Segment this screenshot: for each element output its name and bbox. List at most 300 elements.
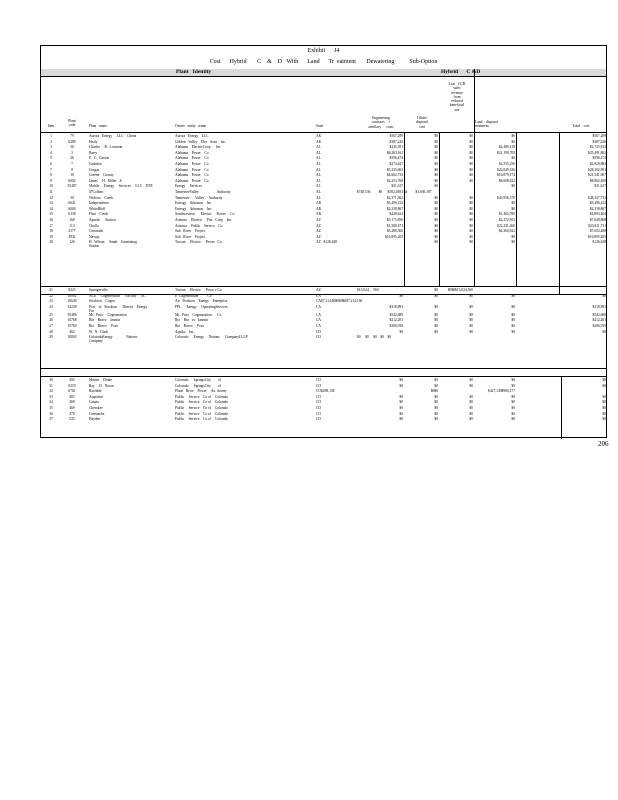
table-cell-item: 24	[49, 304, 53, 309]
table-cell-eng: $31,617	[391, 184, 403, 189]
table-cell-code: 10768	[67, 318, 77, 323]
table-cell-name: Mt. Poso Cogeneration	[89, 312, 127, 317]
table-cell-eng: $2,371,362	[386, 195, 403, 200]
table-cell-eng: $0	[399, 394, 403, 399]
table-cell-name: ACE Cogeneration Facility AC	[89, 293, 146, 298]
table-cell-owner: Public Service Co of Colorado	[175, 394, 229, 399]
table-cell-eng: $245,391	[389, 145, 403, 150]
table-cell-total: $2,338,867	[589, 206, 606, 211]
table-cell-name: Martin Drake	[89, 378, 113, 382]
table-cell-land: $2,472,952	[498, 218, 515, 222]
table-cell-name: Port of Stockton District Energy Fac	[89, 304, 148, 313]
table-cell-item: 28	[49, 329, 53, 334]
table-cell-land: $2,555,256	[498, 162, 515, 166]
table-cell-item: 35	[49, 406, 53, 410]
table-cell-off: $0	[434, 394, 438, 399]
table-cell-total: $28,102,991	[588, 167, 606, 172]
exhibit-table	[40, 45, 607, 438]
table-cell-item: 32	[49, 389, 53, 394]
table-cell-land: $0	[511, 240, 515, 245]
table-cell-eng: $0	[399, 293, 403, 298]
table-cell-total: $0	[602, 378, 606, 382]
table-cell-off: $0	[434, 201, 438, 206]
table-cell-code: 10640	[67, 299, 77, 304]
header-offsite: Offsite disposal cost	[416, 116, 428, 129]
table-cell-land: $0	[511, 411, 515, 416]
table-cell-code: 4177	[68, 229, 76, 234]
table-cell-item: 13	[49, 201, 53, 206]
table-cell-item: 9	[50, 178, 52, 183]
table-cell-land: $6,608,632	[498, 178, 515, 183]
table-cell-name: Mobile Energy Services LLC DTE	[89, 184, 153, 189]
table-cell-name: Springerville	[89, 288, 108, 292]
table-cell-state: AL	[316, 184, 321, 189]
table-cell-eng: $5,175,856	[386, 218, 403, 222]
table-cell-lost: $0	[469, 150, 473, 155]
table-cell-owner: Aurora Energy LLC	[175, 134, 209, 138]
table-cell-item: 36	[49, 411, 53, 416]
table-cell-item: 4	[50, 150, 52, 155]
table-cell-item: 23	[49, 299, 53, 304]
table-cell-item: 21	[49, 288, 53, 292]
table-cell-name: Widows Creek	[89, 195, 114, 200]
table-cell-off: $0	[434, 223, 438, 228]
table-cell-total: $0	[602, 417, 606, 422]
table-cell-land: $0	[511, 304, 515, 309]
table-cell-lost: $0	[469, 406, 473, 410]
table-cell-owner: Aquila, Inc.	[175, 329, 195, 334]
table-cell-total: $0	[602, 329, 606, 334]
table-cell-name: Independence	[89, 201, 109, 206]
table-cell-eng: $5,235,665	[386, 167, 403, 172]
table-cell-name: Rio Bravo Jasmin	[89, 318, 121, 323]
table-cell-state: AL	[316, 178, 321, 183]
table-cell-eng: $0	[399, 329, 403, 334]
table-cell-off: $0	[434, 417, 438, 422]
group-label-hybrid: Hybrid C &D	[441, 69, 481, 75]
table-cell-eng: $0	[399, 378, 403, 382]
table-cell-eng: $2,253,768	[386, 178, 403, 183]
table-cell-name: Barry	[89, 150, 98, 155]
table-cell-lost: $0	[469, 378, 473, 382]
table-cell-name: Gorgas	[89, 167, 100, 172]
table-cell-lost: $0	[469, 134, 473, 138]
table-cell-code: 10	[70, 173, 74, 178]
exhibit-subtitle: Cost Hybrid C & D With Land Tr eatment Dewatering Sub-Option	[209, 59, 438, 65]
table-cell-name: Charles R. Lowman	[89, 145, 123, 150]
table-cell-item: 27	[49, 324, 53, 328]
table-cell-state: AZ	[316, 229, 321, 234]
table-cell-code: 126	[69, 240, 75, 245]
table-cell-land: $0	[511, 400, 515, 405]
table-cell-item: 37	[49, 417, 53, 422]
table-cell-owner: Alabama Power Co	[175, 162, 209, 166]
table-cell-code: 113	[69, 223, 75, 228]
table-cell-state: AZ	[316, 218, 321, 222]
table-cell-name: E. C. Gaston	[89, 156, 110, 161]
table-cell-land: $0	[511, 139, 515, 144]
table-cell-land: $0	[511, 329, 515, 334]
table-cell-code: 55487	[67, 184, 77, 189]
table-cell-state: CO	[316, 417, 321, 422]
table-cell-owner: PPL Energy OperatingServices	[175, 304, 228, 309]
table-cell-off: $0	[434, 195, 438, 200]
table-cell-state: AK	[316, 134, 322, 138]
table-cell-code: 462	[69, 329, 75, 334]
table-cell-name: W. N. Clark	[89, 329, 109, 334]
table-cell-owner: Tucson Electric Powe r Co	[175, 288, 222, 292]
table-cell-item: 3	[50, 145, 52, 150]
table-cell-eng: $3,496,232	[386, 201, 403, 206]
table-cell-total: $7,648,808	[589, 218, 606, 222]
table-cell-lost: $0	[469, 178, 473, 183]
table-cell-total: $23,811,731	[588, 223, 606, 228]
table-cell-owner: Arizona Electric Pwr Coop Inc	[175, 218, 232, 222]
table-cell-eng: $428,624	[389, 212, 403, 217]
table-cell-owner: Golden Valley Elec Assn Inc	[175, 139, 226, 144]
table-cell-code: 465	[69, 394, 75, 399]
table-cell-eng: $4,662,733	[386, 173, 403, 178]
table-cell-name: Arapahoe	[89, 394, 103, 399]
table-cell-off: $0	[434, 206, 438, 211]
table-cell-eng: $3,288,566	[386, 229, 403, 234]
table-cell-eng: $274,627	[389, 162, 403, 166]
table-cell-owner: Colorado Energy Nations CompanyLLLP	[175, 335, 248, 340]
table-cell-name: Healy	[89, 139, 98, 144]
table-cell-name: Coronado	[89, 229, 104, 234]
table-cell-owner: Entergy Arkansas Inc	[175, 201, 212, 206]
table-cell-code: 26	[70, 156, 74, 161]
table-cell-total: $318,893	[592, 304, 606, 309]
table-cell-name: Stockton Cogen	[89, 299, 115, 304]
table-cell-lost: $0	[469, 329, 473, 334]
group-label-plant-identity: Plant Identity	[176, 69, 212, 75]
table-cell-land: $4,360,922	[498, 229, 515, 234]
rule	[41, 286, 606, 287]
table-cell-state: CO	[316, 394, 321, 399]
table-cell-state: AZ	[316, 288, 321, 292]
table-cell-total: $596,474	[592, 156, 606, 161]
table-cell-state: AR	[316, 212, 321, 217]
table-cell-total: $8,862,400	[589, 178, 606, 183]
table-cell-item: 19	[49, 234, 53, 239]
table-cell-off: $0	[434, 212, 438, 217]
table-cell-owner: Alabama ElectricCoop Inc	[175, 145, 221, 150]
table-cell-code: 4941	[68, 234, 76, 239]
table-cell-owner: Salt River Project	[175, 234, 206, 239]
table-cell-land: $0	[511, 378, 515, 382]
table-cell-off: $0	[434, 234, 438, 239]
table-cell-name: James H. Miller Jr	[89, 178, 122, 183]
table-cell-off: $0	[434, 318, 438, 323]
table-cell-total: $0	[602, 394, 606, 399]
table-cell-lost: $0	[469, 304, 473, 309]
table-cell-total: $7,652,488	[589, 229, 606, 234]
table-cell-item: 26	[49, 318, 53, 323]
table-cell-state: AZ	[316, 223, 321, 228]
table-cell-state: AZ $126,628	[316, 240, 337, 245]
table-cell-item: 25	[49, 312, 53, 317]
table-cell-owner: Air Products Energy Enterprise	[175, 299, 228, 304]
table-cell-item: 7	[50, 167, 52, 172]
table-cell-state: AL	[316, 173, 321, 178]
table-cell-off: $0	[434, 218, 438, 222]
table-cell-code: 8	[71, 167, 73, 172]
table-cell-owner: Alabama Power Co	[175, 167, 209, 172]
table-cell-lost: $0	[469, 240, 473, 245]
table-cell-lost: $0	[469, 417, 473, 422]
header-lost-ccr: Lost CCR sales revenue from reduced beneficial use	[448, 82, 466, 112]
table-cell-name: ColoradoEnergy Nations Company	[89, 335, 138, 344]
table-cell-state: CO	[316, 406, 321, 410]
table-cell-owner: Rio Bra vo Jasmin	[175, 318, 208, 323]
table-cell-item: 6	[50, 162, 52, 166]
table-cell-name: Rio Bravo Poso	[89, 324, 119, 328]
table-cell-lost: $0	[469, 394, 473, 399]
table-cell-code: 50	[70, 195, 74, 200]
table-cell-land: $16,879,174	[497, 173, 515, 178]
table-cell-land: $0	[511, 293, 515, 298]
table-cell-code: 6641	[68, 201, 76, 206]
table-cell-state: AL	[316, 156, 321, 161]
table-cell-lost: $0	[469, 145, 473, 150]
rule	[41, 376, 606, 377]
table-cell-state: AK	[316, 139, 322, 144]
table-cell-owner: Rio Bravo Poso	[175, 324, 205, 328]
table-cell-total: $48,327,732	[588, 195, 606, 200]
table-cell-name: Aurora Energy LLC Chena	[89, 134, 137, 138]
table-cell-off: $0	[434, 184, 438, 189]
table-cell-eng: $0	[399, 411, 403, 416]
table-cell-lost: $0	[469, 411, 473, 416]
table-cell-owner: Alabama Power Co	[175, 150, 209, 155]
table-cell-item: 18	[49, 229, 53, 234]
table-cell-land: $22,849,326	[497, 167, 515, 172]
column-headers	[41, 76, 606, 132]
table-cell-item: 17	[49, 223, 53, 228]
table-cell-owner: Tennessee Valley Authority	[175, 195, 223, 200]
table-cell-name: WhiteBluff	[89, 206, 106, 211]
table-cell-code: 492	[69, 378, 75, 382]
rule	[41, 76, 606, 77]
table-cell-code: 468	[69, 400, 75, 405]
table-cell-lost: $0$0$13,024,560	[447, 288, 473, 292]
table-cell-land: $45,956,370	[497, 195, 515, 200]
table-cell-item: 16	[49, 218, 53, 222]
table-cell-eng: $206,939	[389, 324, 403, 328]
table-cell-name: H. Wilson Sundt Generating Station	[89, 240, 137, 249]
table-cell-state: CO	[316, 383, 321, 388]
rule	[41, 368, 606, 369]
table-cell-lost: $0	[469, 312, 473, 317]
header-item: Item	[47, 124, 55, 128]
table-cell-total: $2,725,813	[589, 145, 606, 150]
table-cell-state: AL	[316, 195, 321, 200]
table-cell-owner: Alabama Power Co	[175, 173, 209, 178]
table-cell-state: CA	[316, 318, 321, 323]
table-cell-eng: $212,201	[389, 318, 403, 323]
table-cell-land: $1,465,780	[498, 212, 515, 217]
table-cell-item: 34	[49, 400, 53, 405]
table-cell-code: 470	[69, 411, 75, 416]
table-cell-owner: Tucson Electric Power Co	[175, 240, 222, 245]
table-cell-eng: $748,536 $0 $582,188,164 $1,656,187	[357, 190, 432, 194]
table-cell-eng: $0	[399, 400, 403, 405]
page-number: 206	[598, 440, 609, 448]
table-cell-item: 11	[49, 190, 53, 194]
table-cell-lost: $0	[469, 218, 473, 222]
rule	[41, 132, 606, 133]
table-cell-off: $0	[434, 178, 438, 183]
col-rule	[559, 132, 560, 286]
table-cell-off: $0	[434, 312, 438, 317]
table-cell-item: 14	[49, 206, 53, 211]
table-cell-lost: $0	[469, 167, 473, 172]
table-cell-name: Rawhide	[89, 389, 102, 394]
table-cell-eng: $318,893	[389, 304, 403, 309]
table-cell-off: $0	[434, 324, 438, 328]
table-cell-off: $0	[434, 240, 438, 245]
table-cell-lost: $0	[469, 156, 473, 161]
table-cell-off: $0	[434, 162, 438, 166]
table-cell-off: $0	[434, 156, 438, 161]
table-cell-land: $0	[511, 406, 515, 410]
table-cell-name: Ray D. Nixon	[89, 383, 114, 388]
table-cell-item: 15	[49, 212, 53, 217]
table-cell-eng: $596,474	[389, 156, 403, 161]
table-cell-land: $0	[511, 134, 515, 138]
table-cell-off: $0	[434, 329, 438, 334]
table-cell-lost: $0	[469, 229, 473, 234]
table-cell-item: 20	[49, 240, 53, 245]
table-cell-owner: Alabama Power Co	[175, 156, 209, 161]
table-cell-state: CO	[316, 378, 321, 382]
table-cell-land: $0	[511, 184, 515, 189]
table-cell-code: 469	[69, 406, 75, 410]
table-cell-state: CO	[316, 329, 321, 334]
header-owner: Owner entity name	[175, 124, 207, 128]
table-cell-code: 7	[71, 162, 73, 166]
table-cell-owner: Public Service Co of Colorado	[175, 406, 229, 410]
table-cell-eng: $0	[399, 383, 403, 388]
table-cell-owner: Colorado SpringsCity of	[175, 383, 222, 388]
table-cell-total: $0	[602, 293, 606, 298]
table-cell-total: $16,895,205	[588, 234, 606, 239]
table-cell-name: Greene County	[89, 173, 114, 178]
table-cell-name: Navajo	[89, 234, 100, 239]
table-cell-code: 6288	[68, 139, 76, 144]
table-cell-eng: $0	[399, 417, 403, 422]
table-cell-state: CA$7,214,$0$0$0$0$7,214,160	[316, 299, 363, 304]
table-cell-off: $0	[434, 288, 438, 292]
table-cell-state: CO$298,138	[316, 389, 335, 394]
table-cell-total: $206,939	[592, 324, 606, 328]
table-cell-eng: $13,024, 560	[357, 288, 379, 292]
table-cell-off: $0	[434, 167, 438, 172]
table-cell-owner: Alabama Power Co	[175, 178, 209, 183]
table-cell-code: 10002	[67, 293, 77, 298]
table-cell-state: CO	[316, 335, 321, 340]
table-cell-state: CA	[316, 293, 321, 298]
col-rule	[516, 132, 517, 286]
table-cell-code: 160	[69, 218, 75, 222]
table-cell-eng: $2,338,867	[386, 206, 403, 211]
table-cell-eng: $16,895,205	[385, 234, 403, 239]
table-cell-total: $3,496,232	[589, 201, 606, 206]
table-cell-lost: $0	[469, 293, 473, 298]
table-cell-land: $0	[511, 201, 515, 206]
table-cell-state: CO	[316, 411, 321, 416]
table-cell-code: 56	[70, 145, 74, 150]
table-cell-name: Cholla	[89, 223, 99, 228]
table-cell-state: CA	[316, 312, 321, 317]
table-cell-off: $0	[434, 411, 438, 416]
table-cell-eng: $567,289	[389, 134, 403, 138]
table-cell-land: $22,231,260	[497, 223, 515, 228]
table-cell-owner: Arizona Public Service Co	[175, 223, 223, 228]
table-cell-owner: Public Service Co of Colorado	[175, 417, 229, 422]
table-cell-state: AZ	[316, 234, 321, 239]
table-cell-eng: $6,283,162	[386, 150, 403, 155]
table-cell-code: 8219	[68, 383, 76, 388]
table-cell-lost: $0	[469, 195, 473, 200]
table-cell-code: 6761	[68, 389, 76, 394]
table-cell-land: $0	[511, 206, 515, 211]
header-engineering: Engineering contracts + ancillary costs	[368, 116, 394, 129]
table-cell-lost: $0	[469, 234, 473, 239]
table-cell-land: $0	[511, 234, 515, 239]
table-cell-name: Cherokee	[89, 406, 103, 410]
table-cell-lost: $0	[469, 383, 473, 388]
table-cell-total: $567,289	[592, 134, 606, 138]
table-cell-off: $0	[434, 139, 438, 144]
table-cell-name: Comanche	[89, 411, 105, 416]
table-cell-land: $0	[511, 312, 515, 317]
table-cell-land: $0	[511, 383, 515, 388]
table-cell-item: 1	[50, 134, 52, 138]
table-cell-owner: Public Service Co of Colorado	[175, 411, 229, 416]
table-cell-state: AL	[316, 145, 321, 150]
table-cell-code: 10769	[67, 324, 77, 328]
table-cell-code: 8223	[68, 288, 76, 292]
table-cell-total: $1,893,404	[589, 212, 606, 217]
table-cell-code: 6002	[68, 178, 76, 183]
table-cell-lost: $0	[469, 139, 473, 144]
table-cell-lost: $0	[469, 206, 473, 211]
table-cell-owner: TennesseeValley Authority	[175, 190, 231, 194]
table-cell-item: 33	[49, 394, 53, 399]
table-cell-item: 22	[49, 293, 53, 298]
table-cell-lost: $0	[469, 400, 473, 405]
table-cell-item: 31	[49, 383, 53, 388]
table-cell-total: $0	[602, 411, 606, 416]
table-cell-state: CA	[316, 324, 321, 328]
table-cell-total: $21,541,907	[588, 173, 606, 178]
table-cell-off: $0	[434, 134, 438, 138]
table-cell-code: 10003	[67, 335, 77, 340]
table-cell-code: 3	[71, 150, 73, 155]
header-plant-code: Plant code	[68, 119, 76, 128]
table-cell-off: $0$0	[430, 389, 438, 394]
table-cell-land: $427,149$980,177	[488, 389, 515, 394]
table-cell-land: $0	[511, 318, 515, 323]
table-cell-land: $0	[511, 324, 515, 328]
table-cell-name: Apache Station	[89, 218, 116, 222]
table-cell-total: $387,226	[592, 139, 606, 144]
table-cell-lost: $0	[469, 201, 473, 206]
table-cell-off: $0	[434, 304, 438, 309]
table-cell-total: $0	[602, 400, 606, 405]
